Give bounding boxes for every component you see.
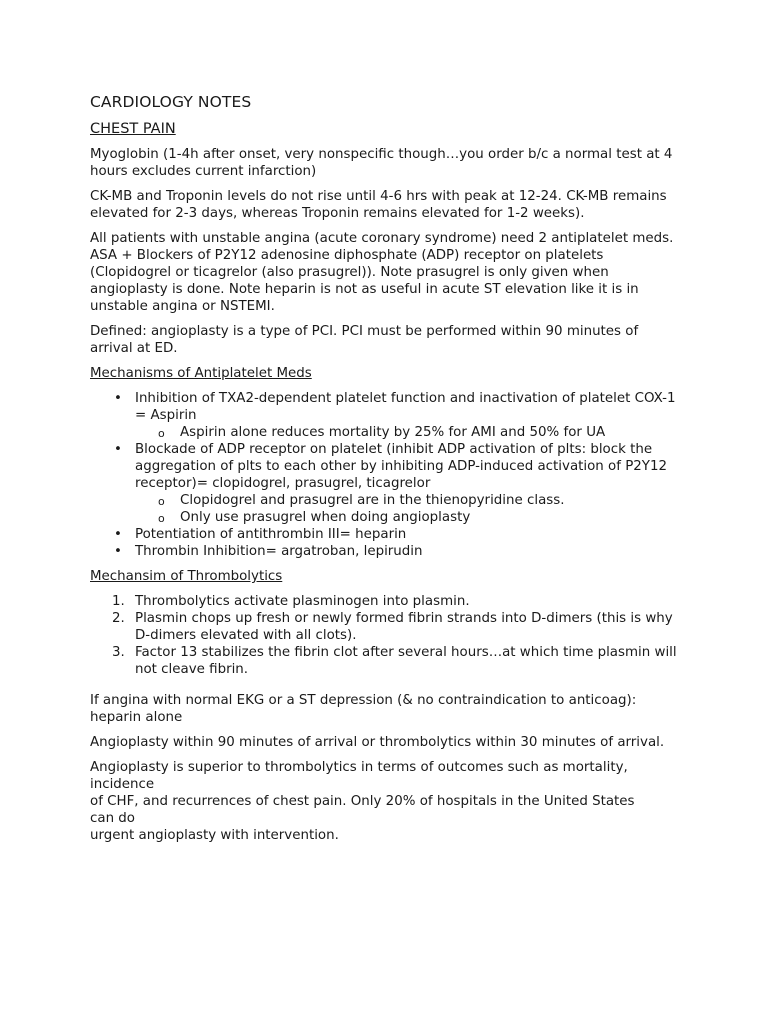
paragraph-heparin-alone: If angina with normal EKG or a ST depression (& no contraindication to anticoag): heparin alone: [90, 693, 637, 725]
list-item: [90, 543, 680, 560]
numbered-item-text: Factor 13 stabilizes the fibrin clot after several hours…at which time plasmin will not cleave fibrin.: [135, 645, 677, 677]
list-item-text: Thrombin Inhibition= argatroban, lepirudin: [135, 544, 423, 559]
list-item: [90, 390, 680, 441]
bullet-icon: •: [114, 527, 122, 542]
sub-list: [135, 492, 680, 526]
numbered-item-text: Plasmin chops up fresh or newly formed fibrin strands into D-dimers (this is why D-dimers elevated with all clots).: [135, 611, 673, 643]
section-heading-chest-pain: CHEST PAIN: [90, 121, 176, 137]
sub-list-item-text: Only use prasugrel when doing angioplasty: [180, 510, 471, 525]
sub-list-item: [90, 492, 680, 509]
item-number: 2.: [112, 611, 125, 626]
paragraph-myoglobin: Myoglobin (1-4h after onset, very nonspecific though…you order b/c a normal test at 4 hours excludes current infarction): [90, 147, 673, 179]
text-line: can do: [90, 811, 136, 826]
text-line: incidence: [90, 777, 155, 792]
document-body: [90, 92, 680, 852]
sub-list: [135, 424, 680, 441]
bullet-icon: •: [114, 442, 122, 457]
numbered-item: [90, 593, 680, 610]
item-number: 3.: [112, 645, 125, 660]
paragraph-angioplasty-defined: Defined: angioplasty is a type of PCI. PCI must be performed within 90 minutes of arrival at ED.: [90, 324, 639, 356]
numbered-item: [90, 610, 680, 644]
sub-list-item: [90, 424, 680, 441]
paragraph-angioplasty-timing: Angioplasty within 90 minutes of arrival or thrombolytics within 30 minutes of arrival.: [90, 735, 665, 750]
sub-list-item: [90, 509, 680, 526]
document-title: CARDIOLOGY NOTES: [90, 93, 252, 111]
sub-list-item-text: Clopidogrel and prasugrel are in the thienopyridine class.: [180, 493, 565, 508]
list-item-text: Inhibition of TXA2-dependent platelet function and inactivation of platelet COX-1 = Aspirin: [135, 391, 676, 423]
subheading-antiplatelet-mechanisms: Mechanisms of Antiplatelet Meds: [90, 366, 312, 381]
numbered-item-text: Thrombolytics activate plasminogen into plasmin.: [135, 594, 470, 609]
list-item-text: Potentiation of antithrombin III= heparin: [135, 527, 407, 542]
text-line: Angioplasty is superior to thrombolytics in terms of outcomes such as mortality,: [90, 760, 628, 775]
thrombolytics-list: [90, 593, 680, 678]
circle-bullet-icon: o: [158, 495, 165, 508]
antiplatelet-list: [90, 390, 680, 560]
paragraph-angioplasty-superior: [90, 759, 680, 844]
list-item-text: Blockade of ADP receptor on platelet (inhibit ADP activation of plts: block the aggregation of plts to each other by inhibiting ADP-induced activation of P2Y12 receptor)= clopidogrel, prasugrel, ticagrelor: [135, 442, 668, 491]
text-line: urgent angioplasty with intervention.: [90, 828, 339, 843]
list-item: [90, 441, 680, 526]
subheading-thrombolytics-mechanism: Mechansim of Thrombolytics: [90, 569, 283, 584]
bullet-icon: •: [114, 391, 122, 406]
item-number: 1.: [112, 594, 125, 609]
circle-bullet-icon: o: [158, 427, 165, 440]
bullet-icon: •: [114, 544, 122, 559]
text-line: of CHF, and recurrences of chest pain. Only 20% of hospitals in the United States: [90, 794, 635, 809]
paragraph-unstable-angina: All patients with unstable angina (acute coronary syndrome) need 2 antiplatelet meds. ASA + Blockers of P2Y12 adenosine diphosphate (ADP) receptor on platelets (Clopidogrel or ticagrelor (also prasugrel)). Note prasugrel is only given when angioplasty is done. Note heparin is not as useful in acute ST elevation like it is in unstable angina or NSTEMI.: [90, 231, 674, 314]
sub-list-item-text: Aspirin alone reduces mortality by 25% for AMI and 50% for UA: [180, 425, 606, 440]
paragraph-ckmb-troponin: CK-MB and Troponin levels do not rise until 4-6 hrs with peak at 12-24. CK-MB remains elevated for 2-3 days, whereas Troponin remains elevated for 1-2 weeks).: [90, 189, 667, 221]
numbered-item: [90, 644, 680, 678]
list-item: [90, 526, 680, 543]
circle-bullet-icon: o: [158, 512, 165, 525]
